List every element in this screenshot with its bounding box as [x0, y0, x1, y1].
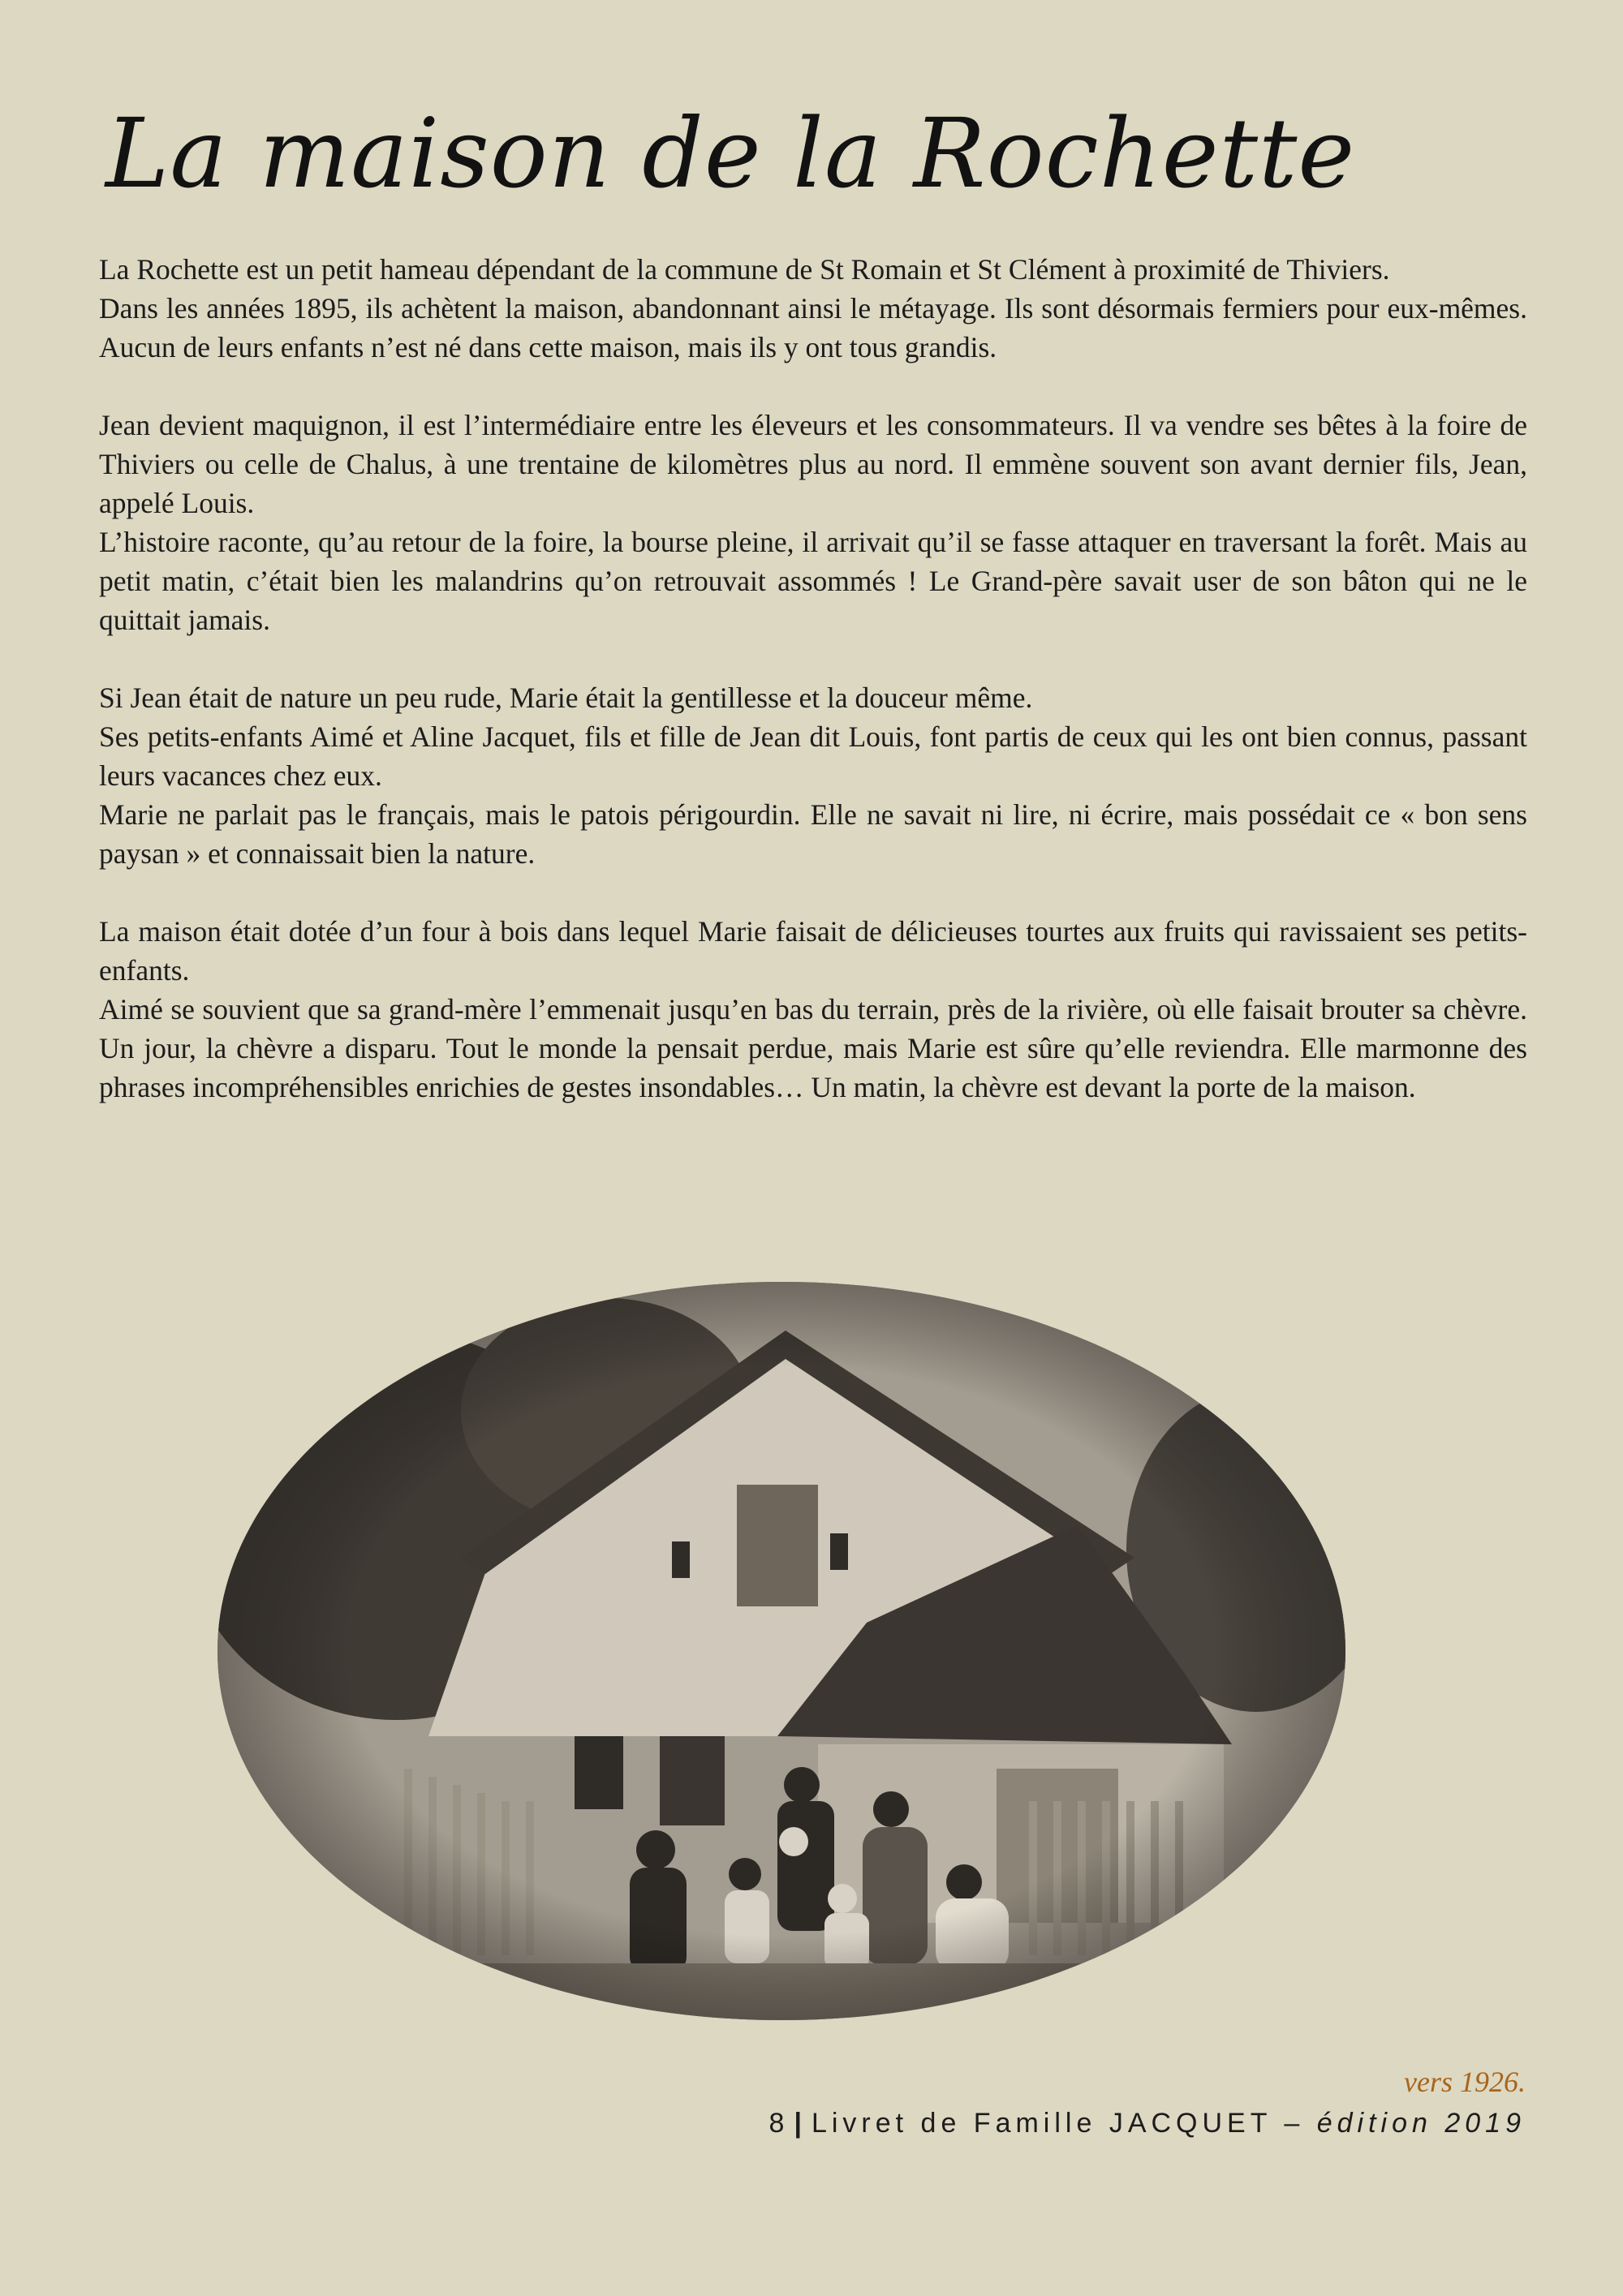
text-line: Dans les années 1895, ils achètent la maison, abandonnant ainsi le métayage. Ils sont désormais fermiers pour eux-mêmes. Aucun de leurs enfants n’est né dans cette maison, mais ils y ont tous grandis. [99, 292, 1527, 363]
text-line: La maison était dotée d’un four à bois dans lequel Marie faisait de délicieuses tourtes aux fruits qui ravissaient ses petits-enfants. [99, 915, 1527, 987]
house-photo [217, 1282, 1345, 2020]
paragraph [99, 250, 1527, 367]
paragraph [99, 406, 1527, 639]
text-line: Marie ne parlait pas le français, mais le patois périgourdin. Elle ne savait ni lire, ni écrire, mais possédait ce « bon sens paysan » et connaissait bien la nature. [99, 798, 1527, 870]
photo-caption: vers 1926. [1404, 2066, 1526, 2098]
paragraph [99, 912, 1527, 1107]
page-title: La maison de la Rochette [105, 97, 1356, 209]
house-photo-illustration [217, 1282, 1345, 2020]
text-line: La Rochette est un petit hameau dépendant de la commune de St Romain et St Clément à proximité de Thiviers. [99, 253, 1390, 286]
paragraph [99, 678, 1527, 873]
page-footer [769, 2108, 1526, 2139]
text-line: Aimé se souvient que sa grand-mère l’emmenait jusqu’en bas du terrain, près de la rivière, où elle faisait brouter sa chèvre. Un jour, la chèvre a disparu. Tout le monde la pensait perdue, mais Marie est sûre qu’elle reviendra. Elle marmonne des phrases incompréhensibles enrichies de gestes insondables… Un matin, la chèvre est devant la porte de la maison. [99, 993, 1527, 1103]
text-line: Si Jean était de nature un peu rude, Marie était la gentillesse et la douceur même. [99, 681, 1033, 714]
footer-separator: | [794, 2108, 807, 2139]
text-line: Jean devient maquignon, il est l’intermédiaire entre les éleveurs et les consommateurs. Il va vendre ses bêtes à la foire de Thiviers ou celle de Chalus, à une trentaine de kilomètres plus au nord. Il emmène souvent son avant dernier fils, Jean, appelé Louis. [99, 409, 1527, 519]
page-number: 8 [768, 2108, 790, 2139]
book-title: Livret de Famille JACQUET [811, 2108, 1272, 2139]
text-line: Ses petits-enfants Aimé et Aline Jacquet, fils et fille de Jean dit Louis, font partis de ceux qui les ont bien connus, passant leurs vacances chez eux. [99, 720, 1527, 792]
text-line: L’histoire raconte, qu’au retour de la foire, la bourse pleine, il arrivait qu’il se fasse attaquer en traversant la forêt. Mais au petit matin, c’était bien les malandrins qu’on retrouvait assommés ! Le Grand-père savait user de son bâton qui ne le quittait jamais. [99, 526, 1527, 636]
body-text [99, 250, 1527, 1146]
footer-dash: – [1284, 2108, 1305, 2139]
edition-label: édition 2019 [1316, 2108, 1526, 2139]
